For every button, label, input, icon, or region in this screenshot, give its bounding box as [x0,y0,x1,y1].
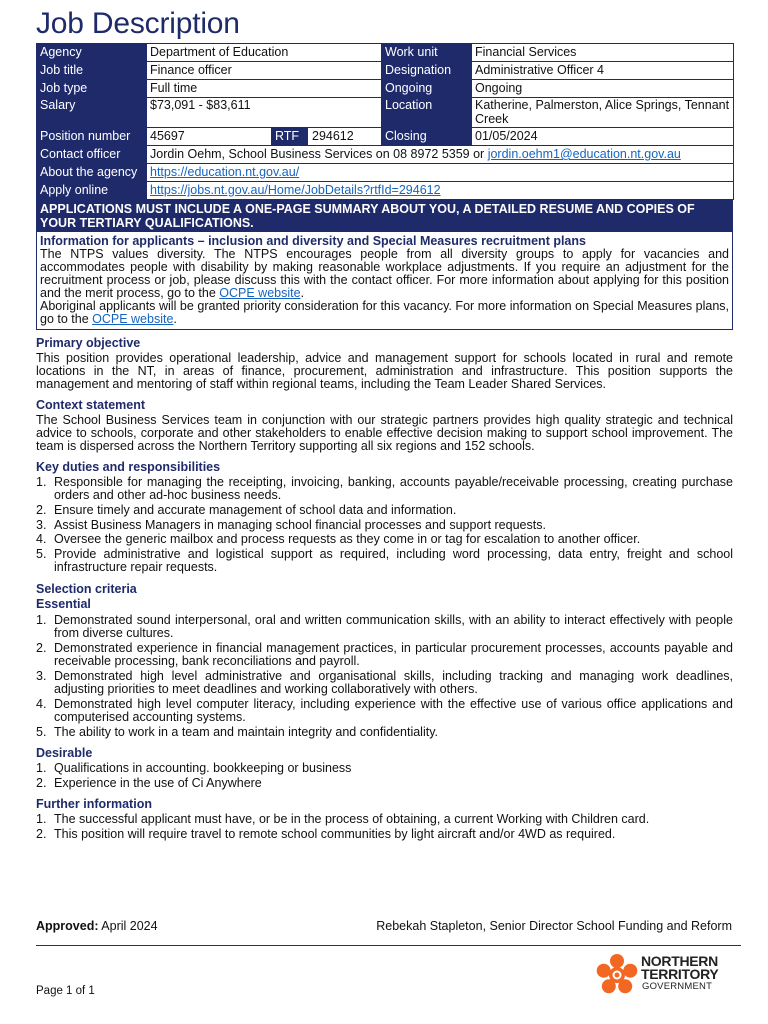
aboriginal-priority-text: Aboriginal applicants will be granted priority consideration for this vacancy. For more information on Special Measures plans, go to the [40,299,729,326]
diversity-text: The NTPS values diversity. The NTPS encourages people from all diversity groups to apply for vacancies and accommodates people with disability by making reasonable workplace adjustments. If you require an adjustment for the recruitment process or job, please discuss this with the contact officer. For more information about applying for this position and the merit process, go to the [40,247,729,300]
applicant-info-paragraph-1 [40,248,729,300]
aboriginal-priority-text-end: . [173,312,177,326]
job-description-page [36,6,733,842]
essential-criteria-list [36,614,733,739]
context-statement-text: The School Business Services team in conjunction with our strategic partners provides high quality strategic and technical advice to schools, corporate and other stakeholders to enable effective decision making to support school improvement. The team is dispersed across the Northern Territory supporting all six regions and 152 schools. [36,413,733,453]
apply-online-value [147,182,734,200]
logo-text-northern: NORTHERN [641,953,718,969]
job-type-label: Job type [37,80,147,98]
contact-email-link[interactable]: jordin.oehm1@education.nt.gov.au [487,147,681,161]
footer-divider [36,945,741,946]
position-number-value: 45697 [147,128,272,146]
primary-objective-heading: Primary objective [36,336,141,350]
list-item: 4. Demonstrated high level computer literacy, including experience with the effective use of various office applications and computerised accounting systems. [36,696,733,724]
nt-flower-logo-icon [595,953,639,997]
designation-label: Designation [382,62,472,80]
page-number: Page 1 of 1 [36,985,95,997]
rtf-cell [272,128,382,146]
job-title-label: Job title [37,62,147,80]
agency-value: Department of Education [147,44,382,62]
logo-text-territory: TERRITORY [641,966,719,982]
list-item: 2. Demonstrated experience in financial management practices, in particular procurement processes, accounts payable and receivable processing, bank reconciliations and payroll. [36,640,733,668]
applicant-info-paragraph-2 [40,300,729,326]
list-item: 3. Demonstrated high level administrative and organisational skills, including tracking and managing work deadlines, adjusting priorities to meet deadlines and working collaboratively with others. [36,668,733,696]
list-item: 1. Responsible for managing the receipting, invoicing, banking, accounts payable/receivable processing, creating purchase orders and other ad-hoc business needs. [36,475,733,503]
location-value: Katherine, Palmerston, Alice Springs, Tennant Creek [472,98,734,128]
context-statement-heading: Context statement [36,398,146,412]
applications-banner: APPLICATIONS MUST INCLUDE A ONE-PAGE SUMMARY ABOUT YOU, A DETAILED RESUME AND COPIES OF YOUR TERTIARY QUALIFICATIONS. [36,200,733,232]
desirable-criteria-list [36,762,733,790]
list-item: 2. Experience in the use of Ci Anywhere [36,775,262,790]
location-label: Location [382,98,472,128]
nt-government-logo [595,953,735,999]
contact-officer-text: Jordin Oehm, School Business Services on 08 8972 5359 or [150,147,488,161]
about-agency-label: About the agency [37,164,147,182]
ongoing-value: Ongoing [472,80,734,98]
work-unit-label: Work unit [382,44,472,62]
list-item: 3. Assist Business Managers in managing school financial processes and support requests. [36,517,546,532]
work-unit-value: Financial Services [472,44,734,62]
ongoing-label: Ongoing [382,80,472,98]
position-number-label: Position number [37,128,147,146]
list-item: 2. This position will require travel to remote school communities by light aircraft and/or 4WD as required. [36,826,616,841]
apply-online-label: Apply online [37,182,147,200]
about-agency-link[interactable]: https://education.nt.gov.au/ [150,165,300,179]
contact-officer-label: Contact officer [37,146,147,164]
apply-online-link[interactable]: https://jobs.nt.gov.au/Home/JobDetails?rtfId=294612 [150,183,441,197]
closing-label: Closing [382,128,472,146]
agency-label: Agency [37,44,147,62]
approved-label: Approved: [36,919,99,933]
primary-objective-text: This position provides operational leadership, advice and management support for schools located in rural and remote locations in the NT, in areas of finance, procurement, administration and infrastructure. This position supports the management and mentoring of staff within regional teams, including the Team Leader Shared Services. [36,351,733,391]
list-item: 1. Demonstrated sound interpersonal, oral and written communication skills, with an ability to interact effectively with people from diverse cultures. [36,612,733,640]
key-duties-heading: Key duties and responsibilities [36,460,221,474]
list-item: 5. The ability to work in a team and maintain integrity and confidentiality. [36,724,438,739]
approver-name: Rebekah Stapleton, Senior Director School Funding and Reform [376,919,732,933]
salary-value: $73,091 - $83,611 [147,98,382,128]
closing-value: 01/05/2024 [472,128,734,146]
list-item: 4. Oversee the generic mailbox and process requests as they come in or tag for escalation to another officer. [36,532,641,547]
rtf-label: RTF [272,128,308,145]
desirable-heading: Desirable [36,746,93,760]
list-item: 2. Ensure timely and accurate management of school data and information. [36,503,457,517]
further-information-heading: Further information [36,797,152,811]
key-duties-list [36,476,733,575]
list-item: 1. The successful applicant must have, or be in the process of obtaining, a current Working with Children card. [36,812,650,826]
logo-text-government: GOVERNMENT [642,981,713,992]
ocpe-website-link-1[interactable]: OCPE website [219,286,301,300]
job-title-value: Finance officer [147,62,382,80]
salary-label: Salary [37,98,147,128]
further-information-list [36,813,733,841]
page-title: Job Description [36,7,240,40]
about-agency-value [147,164,734,182]
job-type-value: Full time [147,80,382,98]
applicant-info-heading: Information for applicants – inclusion and diversity and Special Measures recruitment plans [40,234,586,248]
approved-line [36,919,158,933]
selection-criteria-heading: Selection criteria [36,581,137,596]
rtf-value: 294612 [312,129,354,143]
job-info-table [36,43,734,200]
list-item: 1. Qualifications in accounting. bookkeeping or business [36,761,352,775]
contact-officer-value [147,146,734,164]
designation-value: Administrative Officer 4 [472,62,734,80]
essential-heading: Essential [36,596,91,611]
ocpe-website-link-2[interactable]: OCPE website [92,312,174,326]
applicant-info-box [36,232,733,330]
approved-date: April 2024 [98,919,158,933]
list-item: 5. Provide administrative and logistical support as required, including word processing, data entry, freight and school infrastructure repair requests. [36,546,733,575]
diversity-text-end: . [300,286,305,300]
